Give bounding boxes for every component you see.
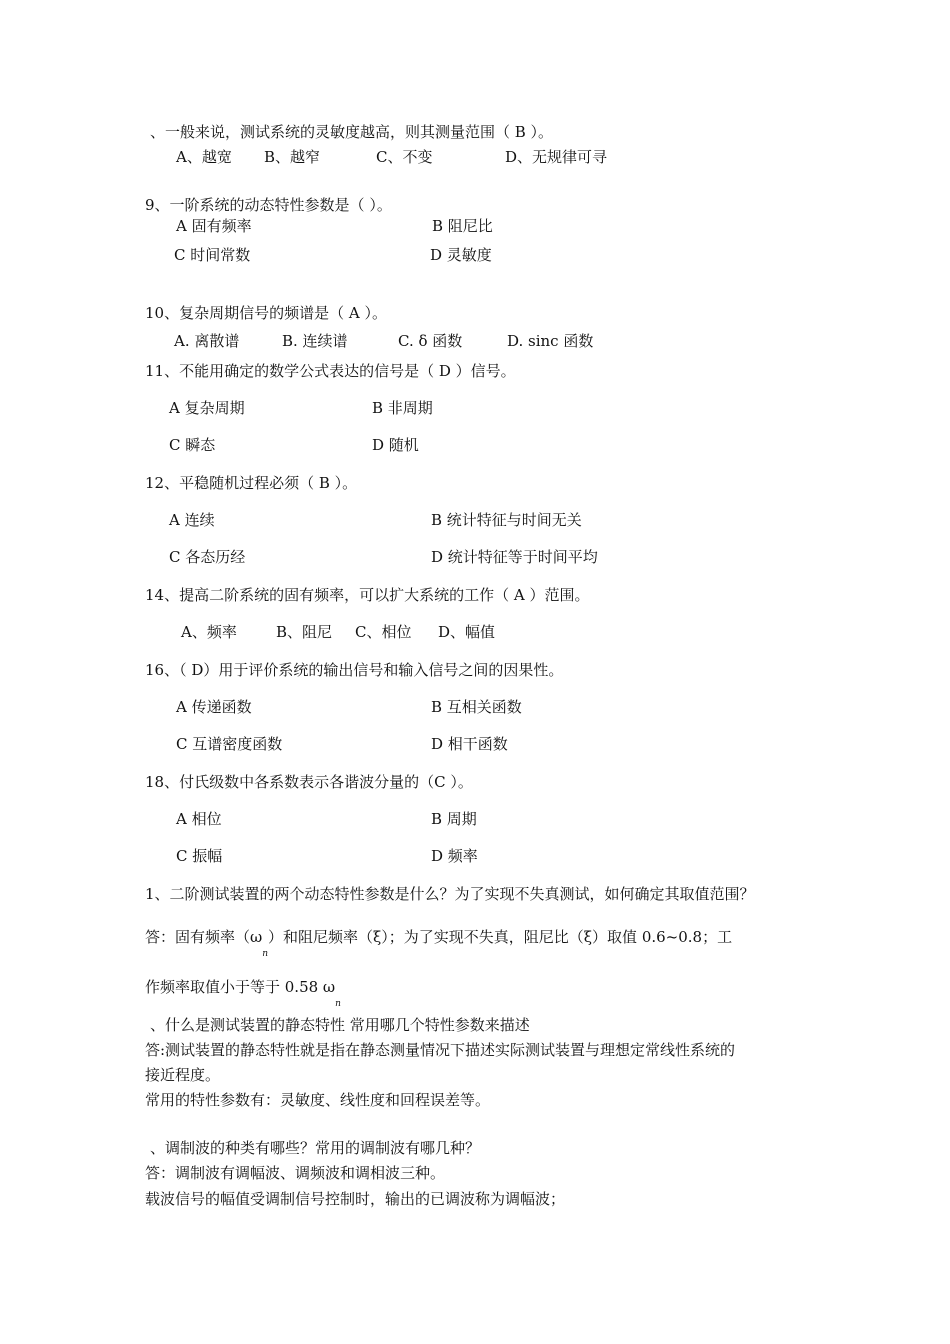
answer-text: ）和阻尼频率（ξ）；为了实现不失真，阻尼比（ξ）取值 0.6~0.8；工	[268, 928, 733, 946]
question-16-stem: 16、（ D）用于评价系统的输出信号和输入信号之间的因果性。	[145, 661, 564, 679]
short-question-2: 、什么是测试装置的静态特性 常用哪几个特性参数来描述	[150, 1016, 530, 1034]
option-d: D 相干函数	[431, 735, 508, 753]
short-question-3: 、调制波的种类有哪些？常用的调制波有哪几种？	[150, 1139, 481, 1157]
option-a: A 复杂周期	[169, 399, 245, 417]
question-sensitivity-stem: 、一般来说，测试系统的灵敏度越高，则其测量范围（ B ）。	[150, 123, 554, 141]
answer-text: 答：固有频率（ω	[145, 928, 263, 946]
option-b: B 周期	[431, 810, 477, 828]
answer-2-line-3: 常用的特性参数有：灵敏度、线性度和回程误差等。	[145, 1091, 491, 1109]
option-d: D、无规律可寻	[505, 148, 608, 166]
option-c: C 瞬态	[169, 436, 216, 454]
answer-3-line-1: 答：调制波有调幅波、调频波和调相波三种。	[145, 1164, 446, 1182]
answer-2-line-1: 答:测试装置的静态特性就是指在静态测量情况下描述实际测试装置与理想定常线性系统的	[145, 1041, 736, 1059]
question-18-stem: 18、付氏级数中各系数表示各谐波分量的（C ）。	[145, 773, 473, 791]
answer-text: 作频率取值小于等于 0.58 ω	[145, 978, 336, 996]
answer-1-line-2	[145, 977, 341, 1009]
option-a: A 固有频率	[176, 217, 252, 235]
option-d: D. sinc 函数	[507, 332, 594, 350]
option-b: B 非周期	[372, 399, 433, 417]
option-c: C 时间常数	[174, 246, 251, 264]
option-c: C、相位	[355, 623, 412, 641]
answer-1-line-1	[145, 927, 733, 959]
subscript: n	[335, 999, 341, 1009]
option-d: D 随机	[372, 436, 419, 454]
question-10-stem: 10、复杂周期信号的频谱是（ A ）。	[145, 304, 387, 322]
subscript: n	[262, 949, 269, 959]
option-d: D、幅值	[438, 623, 496, 641]
option-a: A 相位	[176, 810, 222, 828]
option-d: D 灵敏度	[430, 246, 492, 264]
question-11-stem: 11、不能用确定的数学公式表达的信号是（ D ）信号。	[145, 362, 516, 380]
answer-2-line-2: 接近程度。	[145, 1066, 221, 1084]
option-a: A. 离散谱	[174, 332, 240, 350]
option-a: A 传递函数	[176, 698, 252, 716]
short-question-1: 1、二阶测试装置的两个动态特性参数是什么？为了实现不失真测试，如何确定其取值范围？	[145, 885, 755, 903]
option-b: B、越窄	[264, 148, 321, 166]
option-a: A 连续	[169, 511, 215, 529]
option-b: B 统计特征与时间无关	[431, 511, 582, 529]
option-c: C、不变	[376, 148, 433, 166]
answer-3-line-2: 载波信号的幅值受调制信号控制时，输出的已调波称为调幅波；	[145, 1190, 566, 1208]
option-c: C. δ 函数	[398, 332, 463, 350]
option-c: C 各态历经	[169, 548, 246, 566]
option-c: C 振幅	[176, 847, 223, 865]
option-a: A、越宽	[176, 148, 232, 166]
option-b: B、阻尼	[276, 623, 333, 641]
option-a: A、频率	[181, 623, 237, 641]
question-12-stem: 12、平稳随机过程必须（ B ）。	[145, 474, 358, 492]
question-14-stem: 14、提高二阶系统的固有频率，可以扩大系统的工作（ A ）范围。	[145, 586, 590, 604]
option-c: C 互谱密度函数	[176, 735, 283, 753]
option-b: B 阻尼比	[432, 217, 493, 235]
option-d: D 频率	[431, 847, 478, 865]
option-b: B. 连续谱	[282, 332, 348, 350]
option-b: B 互相关函数	[431, 698, 522, 716]
option-d: D 统计特征等于时间平均	[431, 548, 598, 566]
question-9-stem: 9、一阶系统的动态特性参数是（ ）。	[145, 196, 392, 214]
